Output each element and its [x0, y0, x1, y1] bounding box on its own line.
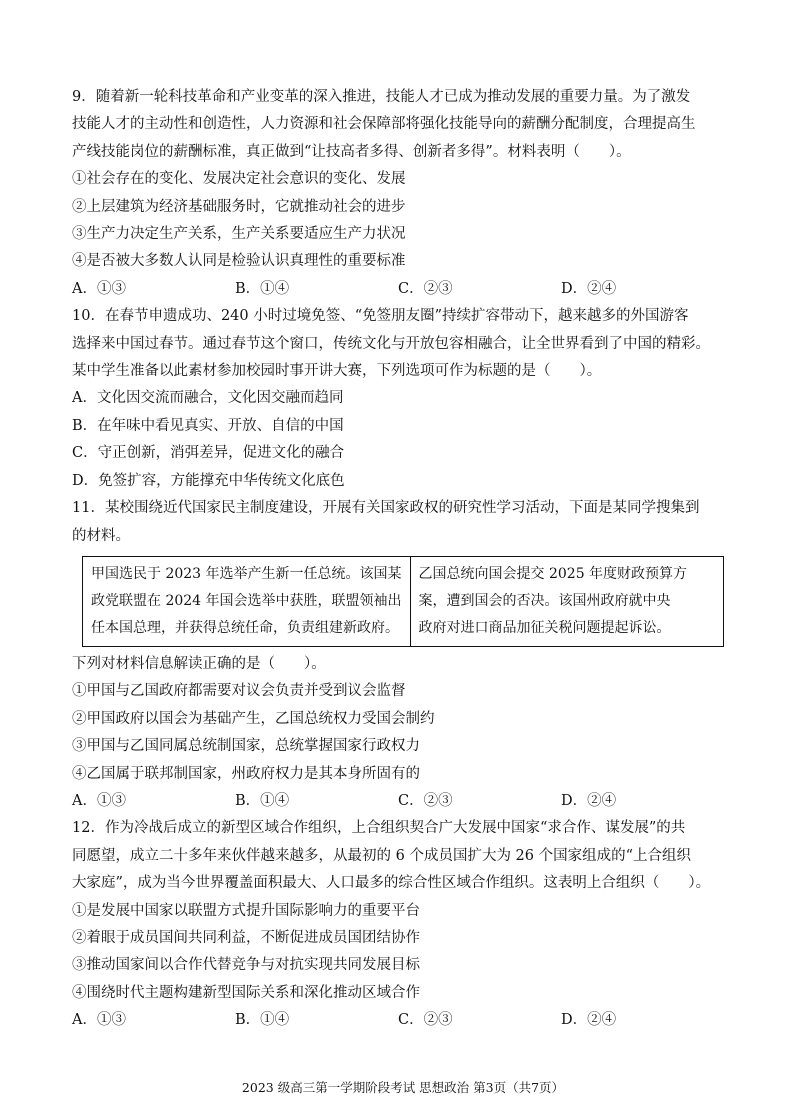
- q11-stem-line: 11．某校围绕近代国家民主制度建设，开展有关国家政权的研究性学习活动，下面是某同学搜集到: [72, 500, 700, 517]
- q9-option-a: A．①③: [72, 280, 126, 297]
- q9-statement: ③生产力决定生产关系，生产关系要适应生产力状况: [72, 226, 406, 243]
- q10-stem-line: 10．在春节申遗成功、240 小时过境免签、“免签朋友圈”持续扩容带动下，越来越多的外国游客: [72, 308, 689, 325]
- q12-option-a: A．①③: [72, 1012, 126, 1029]
- q12-options: [72, 1007, 740, 1034]
- q10-option-a: A．文化因交流而融合，文化因交融而趋同: [72, 390, 344, 407]
- q12-option-b: B．①④: [235, 1012, 290, 1029]
- q11-statement: ③甲国与乙国同属总统制国家，总统掌握国家行政权力: [72, 738, 420, 755]
- question-9: [72, 84, 740, 303]
- q10-stem-line: 某中学生准备以此素材参加校园时事开讲大赛，下列选项可作为标题的是（ ）。: [72, 363, 602, 380]
- q11-material-right: [410, 556, 723, 646]
- q9-stem-line: 产线技能岗位的薪酬标准，真正做到“让技高者多得、创新者多得”。材料表明（ ）。: [72, 143, 631, 160]
- q10-option-d: D．免签扩容，方能撑充中华传统文化底色: [72, 472, 345, 489]
- q12-option-c: C．②③: [398, 1012, 453, 1029]
- q11-question: 下列对材料信息解读正确的是（ ）。: [72, 655, 326, 672]
- q11-material-right-line: 案，遭到国会的否决。该国州政府就中央: [418, 592, 671, 609]
- q12-statement: ①是发展中国家以联盟方式提升国际影响力的重要平台: [72, 902, 420, 919]
- q9-option-d: D．②④: [561, 280, 617, 297]
- q12-statement: ③推动国家间以合作代替竞争与对抗实现共同发展目标: [72, 957, 420, 974]
- q11-option-c: C．②③: [398, 792, 453, 809]
- q9-options: [72, 276, 740, 303]
- q11-statement: ②甲国政府以国会为基础产生，乙国总统权力受国会制约: [72, 710, 435, 727]
- q11-material-left: [83, 556, 411, 646]
- q9-stem-line: 技能人才的主动性和创造性，人力资源和社会保障部将强化技能导向的薪酬分配制度，合理提高生: [72, 116, 696, 133]
- q11-material-table: [82, 556, 724, 647]
- q9-statement: ②上层建筑为经济基础服务时，它就推动社会的进步: [72, 198, 406, 215]
- q12-stem-line: 12．作为冷战后成立的新型区域合作组织，上合组织契合广大发展中国家“求合作、谋发展”的共: [72, 820, 686, 837]
- q11-option-d: D．②④: [561, 792, 617, 809]
- question-12: [72, 815, 740, 1034]
- q10-stem-line: 选择来中国过春节。通过春节这个窗口，传统文化与开放包容相融合，让全世界看到了中国的精彩。: [72, 335, 710, 352]
- q12-stem-line: 同愿望，成立二十多年来伙伴越来越多，从最初的 6 个成员国扩大为 26 个国家组成的“上合组织: [72, 847, 692, 864]
- q9-stem-line: 9．随着新一轮科技革命和产业变革的深入推进，技能人才已成为推动发展的重要力量。为了激发: [72, 89, 691, 105]
- q10-option-c: C．守正创新，消弭差异，促进文化的融合: [72, 445, 345, 462]
- q11-option-b: B．①④: [235, 792, 290, 809]
- q11-material-right-line: 乙国总统向国会提交 2025 年度财政预算方: [418, 565, 688, 582]
- q11-material-left-line: 任本国总理，并获得总统任命，负责组建新政府。: [91, 619, 399, 636]
- q9-statement: ④是否被大多数人认同是检验认识真理性的重要标准: [72, 253, 406, 270]
- q9-option-c: C．②③: [398, 280, 453, 297]
- question-11: [72, 495, 740, 815]
- q11-material-left-line: 政党联盟在 2024 年国会选举中获胜，联盟领袖出: [91, 592, 402, 609]
- q10-option-b: B．在年味中看见真实、开放、自信的中国: [72, 417, 344, 434]
- q9-option-b: B．①④: [235, 280, 290, 297]
- q11-statement: ①甲国与乙国政府都需要对议会负责并受到议会监督: [72, 683, 406, 700]
- q9-statement: ①社会存在的变化、发展决定社会意识的变化、发展: [72, 171, 406, 188]
- q12-statement: ④围绕时代主题构建新型国际关系和深化推动区域合作: [72, 984, 420, 1001]
- page-footer: 2023 级高三第一学期阶段考试 思想政治 第3页（共7页）: [241, 1080, 565, 1095]
- q11-options: [72, 788, 740, 815]
- q12-stem-line: 大家庭”，成为当今世界覆盖面积最大、人口最多的综合性区域合作组织。这表明上合组织（ ）。: [72, 875, 711, 892]
- q12-option-d: D．②④: [561, 1012, 617, 1029]
- q11-material-left-line: 甲国选民于 2023 年选举产生新一任总统。该国某: [91, 565, 402, 582]
- q12-statement: ②着眼于成员国间共同利益，不断促进成员国团结协作: [72, 929, 420, 946]
- q11-material-right-line: 政府对进口商品加征关税问题提起诉讼。: [418, 619, 671, 636]
- q11-statement: ④乙国属于联邦制国家，州政府权力是其本身所固有的: [72, 765, 420, 782]
- q11-stem-line: 的材料。: [72, 527, 130, 544]
- question-10: [72, 303, 740, 495]
- q11-option-a: A．①③: [72, 792, 126, 809]
